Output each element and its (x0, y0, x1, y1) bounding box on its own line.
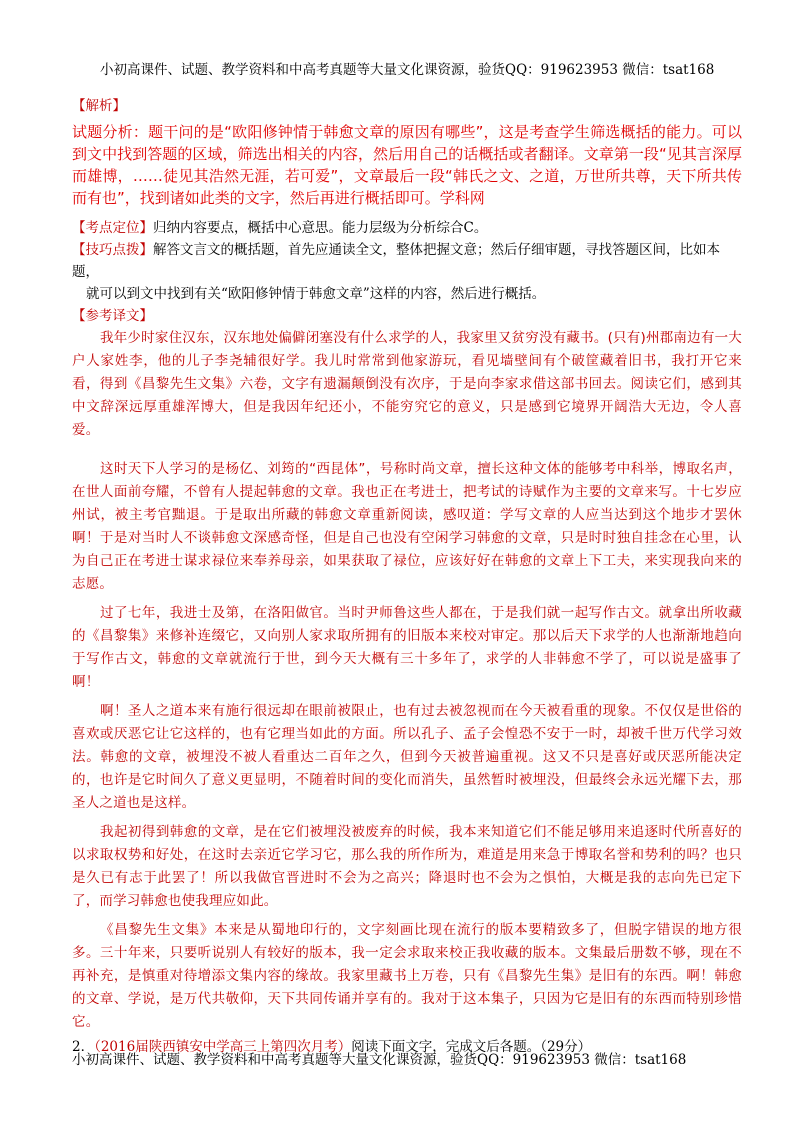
kaodian-line (72, 217, 742, 239)
kaodian-text: 归纳内容要点，概括中心意思。能力层级为分析综合C。 (153, 220, 488, 236)
question-text: 阅读下面文字，完成文后各题。（29分） (351, 1039, 592, 1055)
analysis-title: 【解析】 (72, 98, 126, 114)
translation-paragraph: 啊！圣人之道本来有施行很远却在眼前被限止，也有过去被忽视而在今天被看重的现象。不仅仅是世俗的喜欢或厌恶它让它这样的，也有它理当如此的方面。所以孔子、孟子会惶恐不安于一时，却被千世万代学习效法。韩愈的文章，被埋没不被人看重达二百年之久，但到今天被普遍重视。这又不只是喜好或厌恶所能决定的，也许是它时间久了意义更显明，不随着时间的变化而消失，虽然暂时被埋没，但最终会永远光耀下去，那圣人之道也是这样。 (72, 703, 742, 811)
translation-paragraph: 我年少时家住汉东，汉东地处偏僻闭塞没有什么求学的人，我家里又贫穷没有藏书。(只有)州郡南边有一大户人家姓李，他的儿子李尧辅很好学。我儿时常常到他家游玩，看见墙壁间有个破筐藏着旧书，我打开它来看，得到《昌黎先生文集》六卷，文字有遗漏颠倒没有次序，于是向李家求借这部书回去。阅读它们，感到其中文辞深远厚重雄浑博大，但是我因年纪还小，不能穷究它的意义，只是感到它境界开阔浩大无边，令人喜爱。 (72, 330, 742, 438)
jiqiao-text-2: 就可以到文中找到有关“欧阳修钟情于韩愈文章”这样的内容，然后进行概括。 (86, 286, 546, 302)
translation-paragraph: 这时天下人学习的是杨亿、刘筠的“西昆体”，号称时尚文章，擅长这种文体的能够考中科举，博取名声，在世人面前夸耀，不曾有人提起韩愈的文章。我也正在考进士，把考试的诗赋作为主要的文章来写。十七岁应州试，被主考官黜退。于是取出所藏的韩愈文章重新阅读，感叹道：学写文章的人应当达到这个地步才罢休啊！于是对当时人不谈韩愈文深感奇怪，但是自己也没有空闲学习韩愈的文章，只是时时独自挂念在心里，认为自己正在考进士谋求禄位来奉养母亲，如果获取了禄位，应该好好在韩愈的文章上下工夫，来实现我向来的志愿。 (72, 461, 742, 592)
translation-paragraph: 《昌黎先生文集》本来是从蜀地印行的，文字刻画比现在流行的版本要精致多了，但脱字错误的地方很多。三十年来，只要听说别人有较好的版本，我一定会求取来校正我收藏的版本。文集最后册数不够，现在不再补充，是慎重对待增添文集内容的缘故。我家里藏书上万卷，只有《昌黎先生集》是旧有的东西。啊！韩愈的文章、学说，是万代共敬仰，天下共同传诵并享有的。我对于这本集子，只因为它是旧有的东西而特别珍惜它。 (72, 922, 742, 1030)
jiqiao-label: 【技巧点拨】 (72, 242, 153, 258)
analysis-body: 试题分析：题干问的是“欧阳修钟情于韩愈文章的原因有哪些”，这是考查学生筛选概括的能力。可以到文中找到答题的区域，筛选出相关的内容，然后用自己的话概括或者翻译。文章第一段“见其言深厚而雄博，……徒见其浩然无涯，若可爱”，文章最后一段“韩氏之文、之道，万世所共尊，天下所共传而有也”，找到诸如此类的文字，然后再进行概括即可。学科网 (72, 123, 742, 207)
yiwen-title: 【参考译文】 (72, 308, 153, 324)
page-footer: 小初高课件、试题、教学资料和中高考真题等大量文化课资源，验货QQ：919623953 微信：tsat168 (72, 1052, 687, 1068)
analysis-text (72, 121, 742, 209)
jiqiao-line (72, 239, 742, 283)
jiqiao-text-1: 解答文言文的概括题，首先应通读全文，整体把握文意；然后仔细审题，寻找答题区间，比如本题， (72, 242, 720, 280)
question-number: 2． (72, 1039, 95, 1055)
page-content (72, 95, 742, 1058)
page-header: 小初高课件、试题、教学资料和中高考真题等大量文化课资源，验货QQ：919623953 微信：tsat168 (100, 62, 715, 78)
translation-paragraph: 过了七年，我进士及第，在洛阳做官。当时尹师鲁这些人都在，于是我们就一起写作古文。就拿出所收藏的《昌黎集》来修补连缀它，又向别人家求取所拥有的旧版本来校对审定。那以后天下求学的人也渐渐地趋向于写作古文，韩愈的文章就流行于世，到今天大概有三十多年了，求学的人非韩愈不学了，可以说是盛事了啊！ (72, 605, 742, 690)
kaodian-label: 【考点定位】 (72, 220, 153, 236)
question-source: （2016届陕西镇安中学高三上第四次月考） (94, 1039, 352, 1055)
translation-paragraph: 我起初得到韩愈的文章，是在它们被埋没被废弃的时候，我本来知道它们不能足够用来追逐时代所喜好的以求取权势和好处，在这时去亲近它学习它，那么我的所作所为，难道是用来急于博取名誉和势利的吗？也只是久已有志于此罢了！所以我做官晋进时不会为之高兴；降退时也不会为之惧怕，大概是我的志向先已定下了，而学习韩愈也使我理应如此。 (72, 824, 742, 909)
